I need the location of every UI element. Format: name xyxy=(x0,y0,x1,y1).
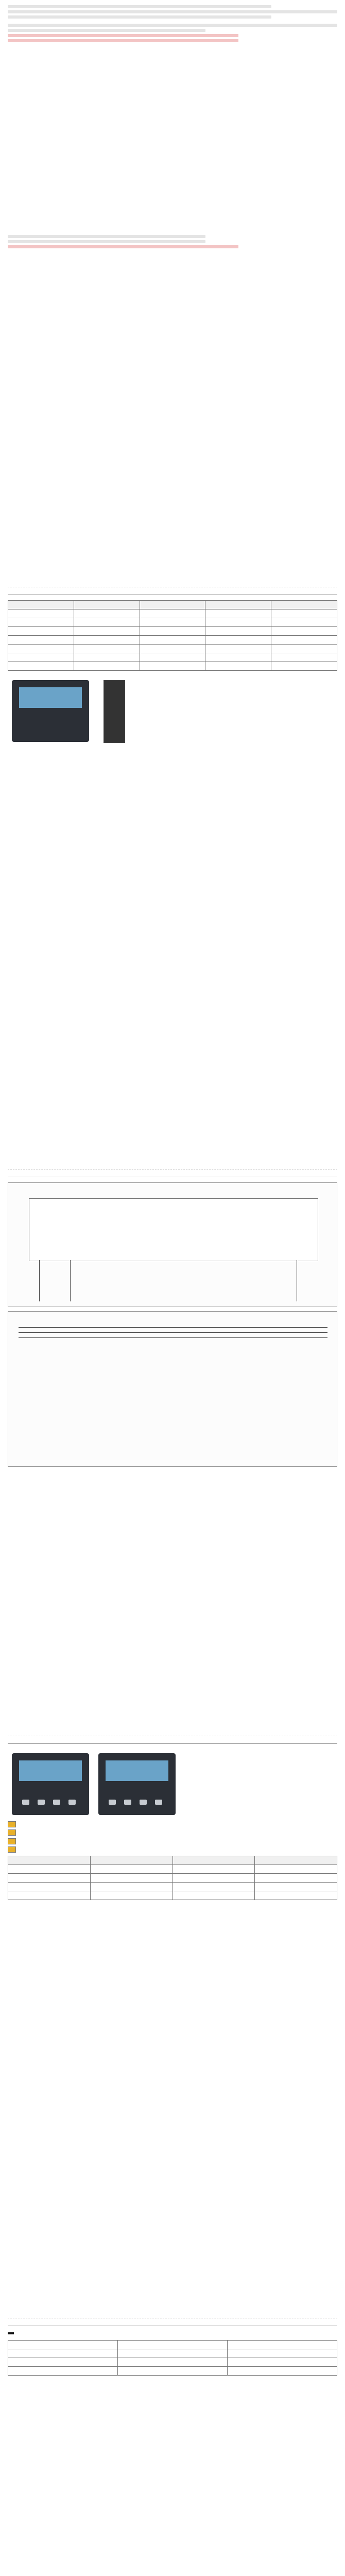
device-front-view xyxy=(12,680,89,742)
table-cell xyxy=(271,653,337,662)
key-button[interactable] xyxy=(68,1800,76,1805)
table-cell xyxy=(271,627,337,636)
text-line xyxy=(8,240,205,243)
device-front-view xyxy=(98,1753,176,1815)
key-button[interactable] xyxy=(38,1800,45,1805)
table-cell xyxy=(8,618,74,627)
table-cell xyxy=(173,1891,255,1900)
table-cell xyxy=(205,645,271,653)
terminal-block xyxy=(29,1198,318,1261)
terminal-diagram xyxy=(8,1182,337,1307)
column-header xyxy=(90,1856,173,1865)
column-header xyxy=(8,601,74,609)
table-cell xyxy=(228,2358,337,2366)
table-cell xyxy=(271,618,337,627)
table-cell xyxy=(140,653,205,662)
wiring-schematic xyxy=(8,1311,337,1467)
page-2 xyxy=(8,587,337,1170)
table-cell xyxy=(228,2366,337,2375)
table-cell xyxy=(8,636,74,645)
column-header xyxy=(205,601,271,609)
table-cell xyxy=(8,662,74,671)
table-cell xyxy=(8,2349,118,2358)
table-cell xyxy=(118,2366,228,2375)
table-cell xyxy=(255,1891,337,1900)
highlighted-line xyxy=(8,34,238,37)
seven-segment-display xyxy=(8,2332,14,2334)
table-cell xyxy=(90,1883,173,1891)
table-cell xyxy=(8,2358,118,2366)
table-cell xyxy=(140,645,205,653)
key-button[interactable] xyxy=(124,1800,131,1805)
legend-item xyxy=(8,1821,337,1827)
table-cell xyxy=(74,609,140,618)
table-cell xyxy=(271,645,337,653)
table-row xyxy=(8,645,337,653)
column-header xyxy=(8,1856,91,1865)
page-5 xyxy=(8,2318,337,2576)
table-cell xyxy=(140,609,205,618)
table-cell xyxy=(90,1891,173,1900)
device-front-view xyxy=(12,1753,89,1815)
display-panel xyxy=(19,687,82,708)
table-row xyxy=(8,1883,337,1891)
table-row xyxy=(8,1874,337,1883)
segment-display-sample xyxy=(8,2331,337,2337)
indicator-swatch xyxy=(8,1838,16,1844)
page-header xyxy=(8,587,337,595)
table-cell xyxy=(118,2340,228,2349)
table-cell xyxy=(140,662,205,671)
display-panel xyxy=(19,1760,82,1781)
table-row xyxy=(8,618,337,627)
legend-item xyxy=(8,1838,337,1844)
indicator-swatch xyxy=(8,1829,16,1836)
table-cell xyxy=(118,2349,228,2358)
table-cell xyxy=(74,653,140,662)
column-header xyxy=(173,1856,255,1865)
table-cell xyxy=(8,1891,91,1900)
table-cell xyxy=(8,645,74,653)
page-1 xyxy=(8,5,337,587)
key-button[interactable] xyxy=(53,1800,60,1805)
table-cell xyxy=(140,627,205,636)
table-cell xyxy=(8,627,74,636)
table-cell xyxy=(8,1883,91,1891)
indicator-swatch xyxy=(8,1846,16,1853)
table-cell xyxy=(8,609,74,618)
device-drawing xyxy=(8,676,337,746)
column-header xyxy=(74,601,140,609)
page-header xyxy=(8,2318,337,2326)
table-cell xyxy=(90,1874,173,1883)
table-cell xyxy=(205,662,271,671)
table-cell xyxy=(271,662,337,671)
table-row xyxy=(8,1865,337,1874)
key-button[interactable] xyxy=(155,1800,162,1805)
table-cell xyxy=(8,1874,91,1883)
menu-table xyxy=(8,1856,337,1900)
table-cell xyxy=(271,609,337,618)
text-line xyxy=(8,235,205,238)
column-header xyxy=(271,601,337,609)
page-3 xyxy=(8,1170,337,1736)
table-cell xyxy=(74,618,140,627)
table-row xyxy=(8,2340,337,2349)
table-cell xyxy=(228,2340,337,2349)
page-header xyxy=(8,1736,337,1744)
bus-line xyxy=(19,1332,327,1333)
table-cell xyxy=(8,2340,118,2349)
indicator-swatch xyxy=(8,1821,16,1827)
table-header-row xyxy=(8,1856,337,1865)
table-cell xyxy=(74,627,140,636)
table-cell xyxy=(8,1865,91,1874)
spec-table xyxy=(8,600,337,671)
table-cell xyxy=(74,645,140,653)
text-line xyxy=(8,5,271,8)
table-row xyxy=(8,636,337,645)
column-header xyxy=(255,1856,337,1865)
panel-views xyxy=(8,1749,337,1819)
key-button[interactable] xyxy=(22,1800,29,1805)
bus-line xyxy=(19,1327,327,1328)
legend-item xyxy=(8,1846,337,1853)
wire xyxy=(39,1260,40,1301)
bus-line xyxy=(19,1337,327,1338)
key-button[interactable] xyxy=(140,1800,147,1805)
key-button[interactable] xyxy=(109,1800,116,1805)
table-cell xyxy=(255,1874,337,1883)
table-cell xyxy=(205,618,271,627)
page-header xyxy=(8,1170,337,1177)
table-cell xyxy=(173,1883,255,1891)
page-4 xyxy=(8,1736,337,2318)
table-header-row xyxy=(8,601,337,609)
table-cell xyxy=(140,618,205,627)
table-row xyxy=(8,609,337,618)
table-cell xyxy=(8,653,74,662)
table-cell xyxy=(271,636,337,645)
highlighted-line xyxy=(8,245,238,248)
wire xyxy=(70,1260,71,1301)
table-cell xyxy=(173,1865,255,1874)
table-row xyxy=(8,662,337,671)
table-cell xyxy=(140,636,205,645)
table-cell xyxy=(205,653,271,662)
table-row xyxy=(8,2349,337,2358)
table-cell xyxy=(173,1874,255,1883)
text-line xyxy=(8,15,271,19)
table-cell xyxy=(255,1865,337,1874)
table-cell xyxy=(74,636,140,645)
display-panel xyxy=(106,1760,168,1781)
legend-item xyxy=(8,1829,337,1836)
table-row xyxy=(8,1891,337,1900)
table-cell xyxy=(8,2366,118,2375)
table-cell xyxy=(118,2358,228,2366)
table-cell xyxy=(255,1883,337,1891)
table-cell xyxy=(90,1865,173,1874)
column-header xyxy=(140,601,205,609)
text-line xyxy=(8,10,337,13)
text-line xyxy=(8,29,205,32)
table-cell xyxy=(74,662,140,671)
table-cell xyxy=(205,609,271,618)
highlighted-line xyxy=(8,39,238,42)
table-row xyxy=(8,653,337,662)
table-row xyxy=(8,627,337,636)
device-side-view xyxy=(104,680,125,743)
table-row xyxy=(8,2366,337,2375)
table-cell xyxy=(205,636,271,645)
table-cell xyxy=(205,627,271,636)
table-cell xyxy=(228,2349,337,2358)
settings-table xyxy=(8,2340,337,2376)
table-row xyxy=(8,2358,337,2366)
text-line xyxy=(8,24,337,27)
